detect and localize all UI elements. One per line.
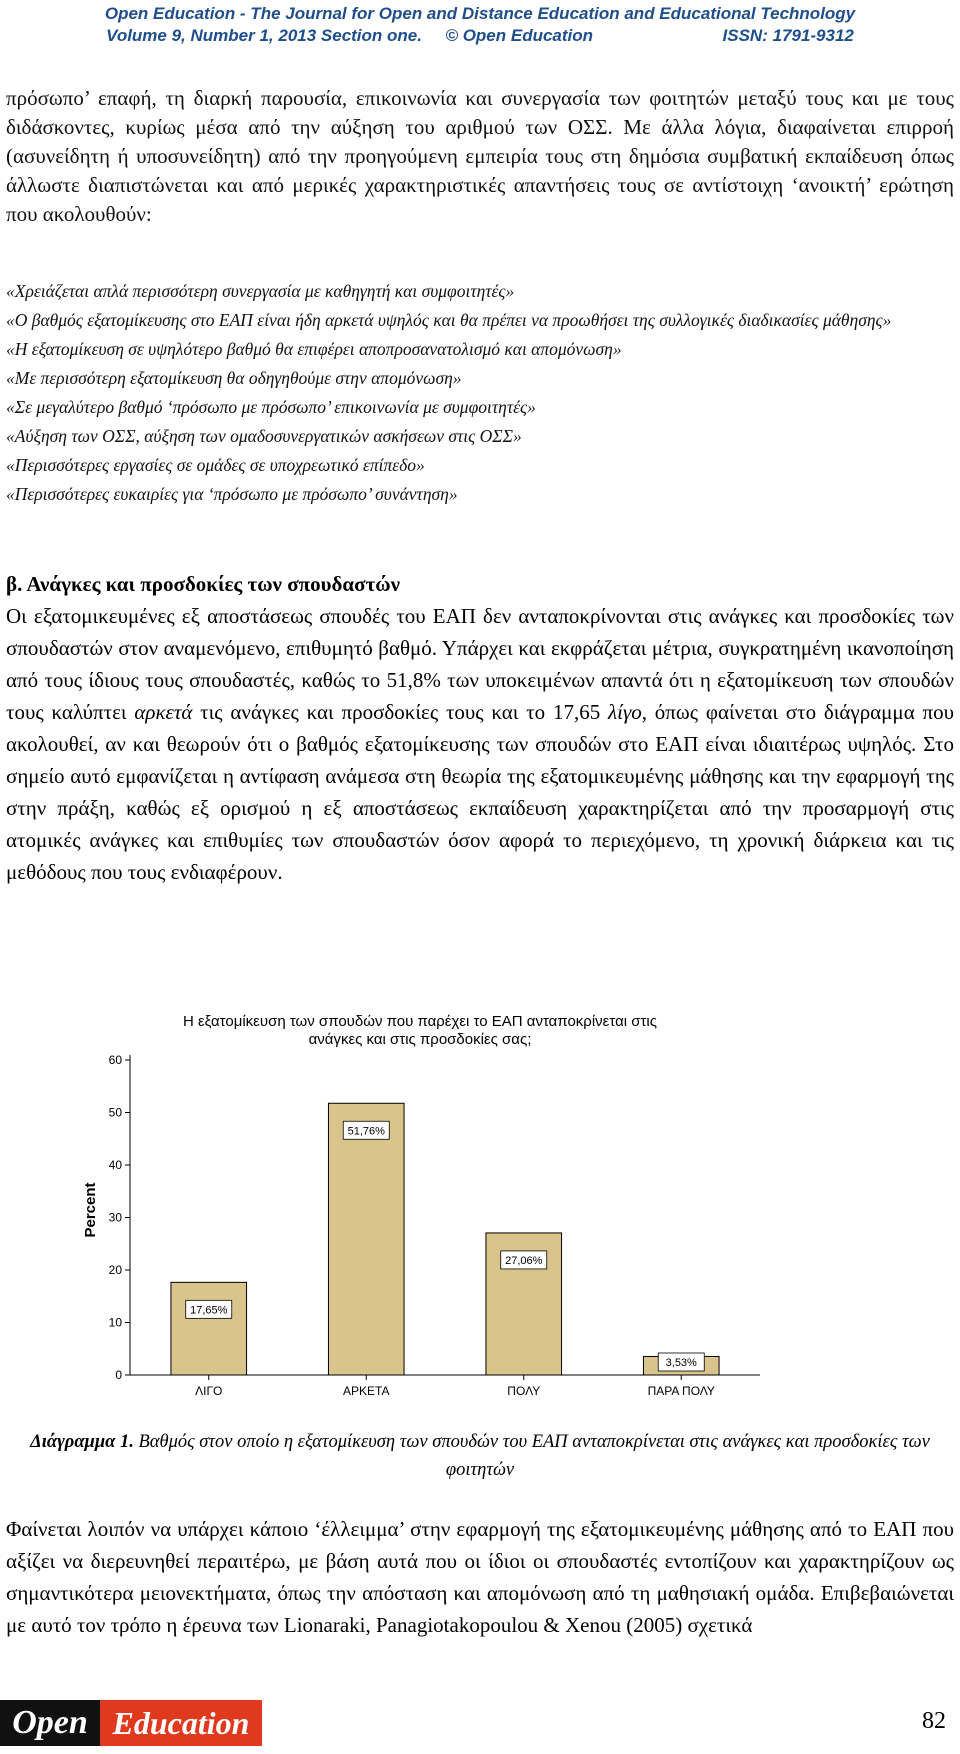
- data-label: 51,76%: [347, 1125, 385, 1138]
- quote-item: «Χρειάζεται απλά περισσότερη συνεργασία με καθηγητή και συμφοιτητές»: [6, 281, 515, 301]
- page-number: 82: [922, 1708, 946, 1734]
- x-tick-label: ΑΡΚΕΤΑ: [343, 1384, 390, 1398]
- data-label: 17,65%: [190, 1304, 228, 1317]
- paragraph-intro: πρόσωπο’ επαφή, τη διαρκή παρουσία, επικοινωνία και συνεργασία των φοιτητών μεταξύ τους και με τους διδάσκοντες, κυρίως μέσα από την αύξηση του αριθμού των ΟΣΣ. Με άλλα λόγια, διαφαίνεται επιρροή (ασυνείδητη ή υποσυνείδητη) από την προηγούμενη εμπειρία τους στη δημόσια συμβατική εκπαίδευση όπως άλλωστε διαπιστώνεται και από μερικές χαρακτηριστικές απαντήσεις τους σε αντίστοιχη ‘ανοικτή’ ερώτηση που ακολουθούν:: [6, 86, 954, 226]
- y-tick-label: 30: [108, 1210, 122, 1225]
- y-tick-label: 10: [108, 1315, 122, 1330]
- emphasis-text: αρκετά: [134, 700, 193, 724]
- x-tick-label: ΠΑΡΑ ΠΟΛΥ: [647, 1384, 715, 1398]
- paragraph-conclusion: Φαίνεται λοιπόν να υπάρχει κάποιο ‘έλλειμμα’ στην εφαρμογή της εξατομικευμένης μάθησης από το ΕΑΠ που αξίζει να διερευνηθεί περαιτέρω, με βάση αυτά που οι ίδιοι οι σπουδαστές εντοπίζουν και χαρακτηρίζουν ως σημαντικότερα μειονεκτήματα, όπως την απόσταση και απομόνωση από τη μαθησιακή ομάδα. Επιβεβαιώνεται με αυτό τον τρόπο η έρευνα των Lionaraki, Panagiotakopoulou & Xenou (2005) σχετικά: [6, 1517, 954, 1637]
- y-tick-label: 20: [108, 1263, 122, 1277]
- journal-header-title: Open Education - The Journal for Open and Distance Education and Educational Technology: [104, 4, 856, 23]
- paragraph-needs: [6, 600, 954, 888]
- quotes-list: [6, 277, 954, 509]
- bar-chart: [70, 1005, 770, 1410]
- volume-info: Volume 9, Number 1, 2013 Section one.: [106, 26, 422, 45]
- logo-education-text: Education: [100, 1700, 262, 1746]
- x-tick-label: ΠΟΛΥ: [507, 1384, 541, 1398]
- emphasis-text: λίγο: [608, 700, 642, 724]
- section-title: β. Ανάγκες και προσδοκίες των σπουδαστών: [6, 572, 400, 596]
- issn: ISSN: 1791-9312: [722, 26, 854, 45]
- data-label: 27,06%: [505, 1254, 543, 1267]
- logo-open-text: Open: [0, 1700, 100, 1746]
- y-tick-label: 0: [115, 1368, 122, 1382]
- quote-item: «Ο βαθμός εξατομίκευσης στο ΕΑΠ είναι ήδη αρκετά υψηλός και θα πρέπει να προωθήσει της συλλογικές διαδικασίες μάθησης»: [6, 310, 892, 330]
- paragraph-text: Οι εξατομικευμένες εξ αποστάσεως σπουδές του ΕΑΠ δεν ανταποκρίνονται στις ανάγκες και προσδοκίες των σπουδαστών στον αναμενόμενο, επιθυμητό βαθμό. Υπάρχει και εκφράζεται μέτρια, συγκρατημένη ικανοποίηση από τους ίδιους τους σπουδαστές, καθώς το 51,8% των υποκειμένων απαντά ότι η εξατομίκευση των σπουδών τους καλύπτει: [6, 604, 954, 724]
- open-education-logo: [0, 1700, 262, 1746]
- copyright: © Open Education: [445, 26, 594, 45]
- chart-svg: [70, 1005, 770, 1410]
- caption-text: Βαθμός στον οποίο η εξατομίκευση των σπουδών του ΕΑΠ ανταποκρίνεται στις ανάγκες και προσδοκίες των φοιτητών: [133, 1432, 930, 1480]
- journal-header-volume: [0, 26, 960, 46]
- paragraph-text: , όπως φαίνεται στο διάγραμμα που ακολουθεί, αν και θεωρούν ότι ο βαθμός εξατομίκευσης των σπουδών στο ΕΑΠ είναι ιδιαιτέρως υψηλός. Στο σημείο αυτό εμφανίζεται η αντίφαση ανάμεσα στη θεωρία της εξατομικευμένης μάθησης και την εφαρμογή της στην πράξη, καθώς εξ ορισμού η εξ αποστάσεως εκπαίδευση χαρακτηρίζεται από την προσαρμογή στις ατομικές ανάγκες και επιθυμίες των σπουδαστών όσον αφορά το περιεχόμενο, τη χρονική διάρκεια και τις μεθόδους που τους ενδιαφέρουν.: [6, 700, 954, 884]
- quote-item: «Περισσότερες εργασίες σε ομάδες σε υποχρεωτικό επίπεδο»: [6, 455, 425, 475]
- quote-item: «Περισσότερες ευκαιρίες για ‘πρόσωπο με πρόσωπο’ συνάντηση»: [6, 484, 458, 504]
- quote-item: «Αύξηση των ΟΣΣ, αύξηση των ομαδοσυνεργατικών ασκήσεων στις ΟΣΣ»: [6, 426, 522, 446]
- x-tick-label: ΛΙΓΟ: [195, 1384, 223, 1398]
- y-tick-label: 60: [108, 1053, 122, 1067]
- quote-item: «Με περισσότερη εξατομίκευση θα οδηγηθούμε στην απομόνωση»: [6, 368, 462, 388]
- quote-item: «Η εξατομίκευση σε υψηλότερο βαθμό θα επιφέρει αποπροσανατολισμό και απομόνωση»: [6, 339, 622, 359]
- figure-caption: [20, 1428, 940, 1484]
- chart-title-line2: ανάγκες και στις προσδοκίες σας;: [308, 1031, 532, 1048]
- y-tick-label: 50: [108, 1105, 122, 1120]
- bar: [171, 1282, 247, 1375]
- y-tick-label: 40: [108, 1158, 122, 1172]
- y-axis-label: Percent: [82, 1182, 99, 1238]
- caption-label: Διάγραμμα 1.: [30, 1432, 134, 1452]
- chart-title-line1: Η εξατομίκευση των σπουδών που παρέχει το ΕΑΠ ανταποκρίνεται στις: [182, 1013, 658, 1030]
- data-label: 3,53%: [665, 1357, 697, 1369]
- quote-item: «Σε μεγαλύτερο βαθμό ‘πρόσωπο με πρόσωπο’ επικοινωνία με συμφοιτητές»: [6, 397, 536, 417]
- paragraph-text: τις ανάγκες και προσδοκίες τους και το 17,65: [192, 700, 609, 724]
- bar: [328, 1103, 404, 1375]
